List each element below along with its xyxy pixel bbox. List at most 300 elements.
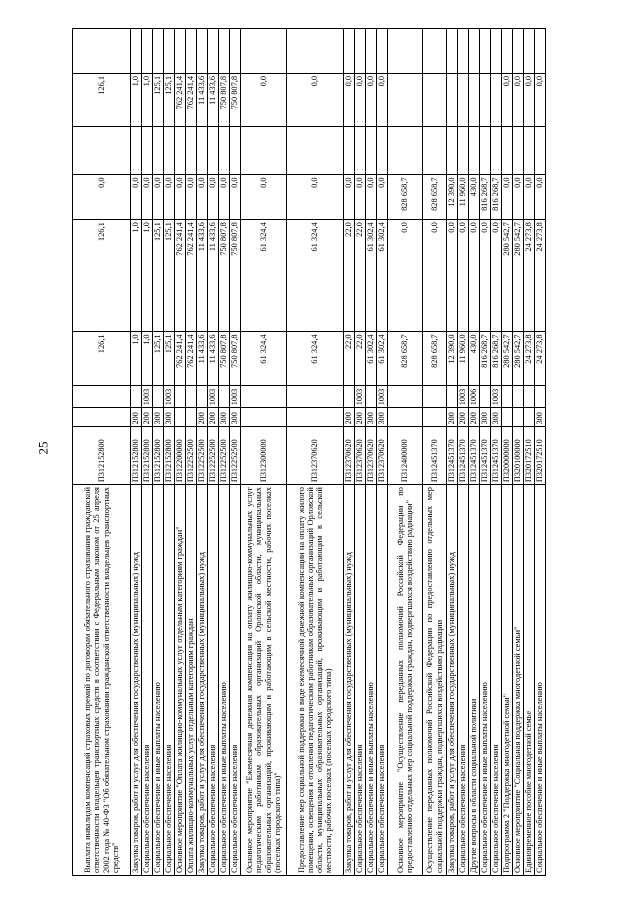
- row-name-cell: Социальное обеспечение населения: [458, 485, 469, 876]
- row-code-cell: П320000000: [502, 427, 513, 485]
- row-amount-cell: 1,0: [142, 220, 153, 332]
- row-code-cell: П312252500: [230, 427, 241, 485]
- table-row: [197, 29, 208, 876]
- row-type-cell: [388, 408, 423, 427]
- row-amount-cell: 125,1: [153, 73, 164, 126]
- row-name-cell: Закупка товаров, работ и услуг для обеспечения государственных (муниципальных) нужд: [344, 485, 355, 876]
- row-total-cell: 280 542,7: [502, 332, 513, 385]
- row-amount-cell: 816 268,7: [480, 175, 491, 220]
- row-total-cell: 126,1: [73, 332, 131, 385]
- row-total-cell: 750 807,8: [230, 332, 241, 385]
- row-amount-cell: 0,0: [469, 220, 480, 332]
- table-row: [230, 29, 241, 876]
- row-total-cell: 61 302,4: [366, 332, 377, 385]
- table-row: [447, 29, 458, 876]
- row-type-cell: [502, 408, 513, 427]
- row-name-cell: Социальное обеспечение населения: [164, 485, 175, 876]
- row-section-cell: [513, 385, 524, 407]
- row-total-cell: 828 658,7: [388, 332, 423, 385]
- row-total-cell: 12 390,0: [447, 332, 458, 385]
- row-spacer-cell: [142, 29, 153, 74]
- row-total-cell: 1,0: [131, 332, 142, 385]
- row-amount-cell: 0,0: [423, 220, 447, 332]
- table-row: [186, 29, 197, 876]
- row-spacer-cell: [197, 127, 208, 175]
- row-amount-cell: 0,0: [287, 73, 344, 126]
- row-amount-cell: 125,1: [153, 220, 164, 332]
- row-spacer-cell: [175, 29, 186, 74]
- row-code-cell: П312152800: [142, 427, 153, 485]
- row-amount-cell: 750 807,8: [219, 73, 230, 126]
- row-amount-cell: 0,0: [458, 220, 469, 332]
- row-total-cell: 24 273,8: [535, 332, 546, 385]
- table-row: [73, 29, 131, 876]
- row-code-cell: П312200000: [175, 427, 186, 485]
- row-name-cell: Закупка товаров, работ и услуг для обеспечения государственных (муниципальных) нужд: [447, 485, 458, 876]
- row-name-cell: Основное мероприятие "Оплата жилищно-коммунальных услуг отдельным категориям граждан": [175, 485, 186, 876]
- row-amount-cell: 828 658,7: [423, 175, 447, 220]
- row-spacer-cell: [186, 127, 197, 175]
- row-spacer-cell: [366, 127, 377, 175]
- row-spacer-cell: [535, 127, 546, 175]
- row-code-cell: П312152800: [164, 427, 175, 485]
- row-amount-cell: 0,0: [230, 175, 241, 220]
- row-code-cell: П312451370: [423, 427, 447, 485]
- row-amount-cell: 0,0: [197, 175, 208, 220]
- row-code-cell: П312152800: [153, 427, 164, 485]
- row-code-cell: П312252500: [219, 427, 230, 485]
- row-code-cell: П320172510: [535, 427, 546, 485]
- budget-table: [72, 28, 546, 876]
- row-amount-cell: 11 433,6: [197, 73, 208, 126]
- row-amount-cell: 1,0: [131, 73, 142, 126]
- row-amount-cell: 0,0: [366, 73, 377, 126]
- row-type-cell: 300: [480, 408, 491, 427]
- row-section-cell: [219, 385, 230, 407]
- row-spacer-cell: [491, 29, 502, 74]
- row-spacer-cell: [208, 29, 219, 74]
- table-row: [208, 29, 219, 876]
- row-amount-cell: 762 241,4: [186, 220, 197, 332]
- row-total-cell: 61 324,4: [241, 332, 287, 385]
- row-amount-cell: 0,0: [186, 175, 197, 220]
- row-amount-cell: 0,0: [355, 175, 366, 220]
- budget-table-container: [72, 28, 592, 876]
- row-name-cell: Социальное обеспечение и иные выплаты населению: [153, 485, 164, 876]
- row-amount-cell: 0,0: [153, 175, 164, 220]
- row-amount-cell: 0,0: [535, 73, 546, 126]
- table-row: [153, 29, 164, 876]
- row-name-cell: Закупка товаров, работ и услуг для обеспечения государственных (муниципальных) нужд: [197, 485, 208, 876]
- row-code-cell: П312451370: [480, 427, 491, 485]
- row-section-cell: [131, 385, 142, 407]
- row-spacer-cell: [535, 29, 546, 74]
- row-name-cell: Основное мероприятие "Осуществление переданных полномочий Российской Федерации по предоставлению отдельных мер социальной поддержки граждан, подвергшихся воздействию радиации": [388, 485, 423, 876]
- row-amount-cell: 0,0: [219, 175, 230, 220]
- row-name-cell: Социальное обеспечение населения: [355, 485, 366, 876]
- row-code-cell: П312370620: [287, 427, 344, 485]
- row-amount-cell: 762 241,4: [175, 73, 186, 126]
- row-type-cell: [73, 408, 131, 427]
- row-spacer-cell: [175, 127, 186, 175]
- row-spacer-cell: [355, 127, 366, 175]
- row-spacer-cell: [524, 127, 535, 175]
- row-spacer-cell: [480, 127, 491, 175]
- table-row: [219, 29, 230, 876]
- row-type-cell: 200: [142, 408, 153, 427]
- row-type-cell: 300: [491, 408, 502, 427]
- table-body: [73, 29, 546, 876]
- row-spacer-cell: [502, 29, 513, 74]
- row-amount-cell: 0,0: [131, 175, 142, 220]
- row-spacer-cell: [219, 127, 230, 175]
- row-amount-cell: 0,0: [344, 73, 355, 126]
- row-spacer-cell: [502, 127, 513, 175]
- row-amount-cell: 61 324,4: [287, 220, 344, 332]
- row-total-cell: 22,0: [344, 332, 355, 385]
- row-spacer-cell: [344, 29, 355, 74]
- row-section-cell: 1003: [208, 385, 219, 407]
- row-total-cell: 11 433,6: [208, 332, 219, 385]
- row-section-cell: 1003: [230, 385, 241, 407]
- row-spacer-cell: [423, 29, 447, 74]
- row-type-cell: 200: [197, 408, 208, 427]
- row-spacer-cell: [131, 29, 142, 74]
- row-type-cell: [175, 408, 186, 427]
- table-row: [480, 29, 491, 876]
- row-spacer-cell: [230, 29, 241, 74]
- row-section-cell: 1003: [458, 385, 469, 407]
- row-amount-cell: 126,1: [73, 73, 131, 126]
- row-spacer-cell: [377, 29, 388, 74]
- row-type-cell: 300: [153, 408, 164, 427]
- table-row: [377, 29, 388, 876]
- row-spacer-cell: [73, 127, 131, 175]
- row-amount-cell: [388, 73, 423, 126]
- row-amount-cell: 0,0: [388, 220, 423, 332]
- table-row: [344, 29, 355, 876]
- table-row: [458, 29, 469, 876]
- row-spacer-cell: [208, 127, 219, 175]
- row-section-cell: [197, 385, 208, 407]
- row-spacer-cell: [458, 127, 469, 175]
- row-type-cell: [287, 408, 344, 427]
- table-row: [142, 29, 153, 876]
- row-type-cell: 300: [535, 408, 546, 427]
- row-spacer-cell: [366, 29, 377, 74]
- row-spacer-cell: [344, 127, 355, 175]
- row-amount-cell: 24 273,8: [535, 220, 546, 332]
- row-amount-cell: 828 658,7: [388, 175, 423, 220]
- row-amount-cell: 11 433,6: [208, 220, 219, 332]
- row-spacer-cell: [241, 29, 287, 74]
- row-amount-cell: 0,0: [175, 175, 186, 220]
- table-row: [535, 29, 546, 876]
- row-section-cell: [423, 385, 447, 407]
- table-row: [423, 29, 447, 876]
- row-code-cell: П312152800: [131, 427, 142, 485]
- row-code-cell: П312252500: [186, 427, 197, 485]
- row-name-cell: Социальное обеспечение населения: [377, 485, 388, 876]
- row-spacer-cell: [513, 29, 524, 74]
- row-spacer-cell: [491, 127, 502, 175]
- row-amount-cell: 22,0: [355, 220, 366, 332]
- row-total-cell: 1,0: [142, 332, 153, 385]
- row-section-cell: [447, 385, 458, 407]
- row-spacer-cell: [377, 127, 388, 175]
- row-name-cell: Социальное обеспечение населения: [142, 485, 153, 876]
- row-spacer-cell: [241, 127, 287, 175]
- row-section-cell: [524, 385, 535, 407]
- row-type-cell: 200: [344, 408, 355, 427]
- table-row: [287, 29, 344, 876]
- row-spacer-cell: [230, 127, 241, 175]
- row-amount-cell: 125,1: [164, 73, 175, 126]
- row-type-cell: [524, 408, 535, 427]
- row-section-cell: 1003: [491, 385, 502, 407]
- row-section-cell: [535, 385, 546, 407]
- row-name-cell: Единовременное пособие многодетной семье: [524, 485, 535, 876]
- row-spacer-cell: [355, 29, 366, 74]
- row-section-cell: [366, 385, 377, 407]
- row-amount-cell: 0,0: [502, 175, 513, 220]
- row-spacer-cell: [524, 29, 535, 74]
- row-total-cell: 816 268,7: [480, 332, 491, 385]
- row-type-cell: 200: [131, 408, 142, 427]
- row-name-cell: Социальное обеспечение и иные выплаты населению: [480, 485, 491, 876]
- table-row: [355, 29, 366, 876]
- row-section-cell: [186, 385, 197, 407]
- row-spacer-cell: [388, 127, 423, 175]
- row-type-cell: [241, 408, 287, 427]
- row-amount-cell: [423, 73, 447, 126]
- row-type-cell: [186, 408, 197, 427]
- row-total-cell: 125,1: [153, 332, 164, 385]
- row-section-cell: 1006: [469, 385, 480, 407]
- row-name-cell: Подпрограмма 2 "Поддержка многодетной семьи": [502, 485, 513, 876]
- row-total-cell: 762 241,4: [186, 332, 197, 385]
- table-row: [241, 29, 287, 876]
- row-amount-cell: 11 433,6: [208, 73, 219, 126]
- row-amount-cell: 11 960,0: [458, 175, 469, 220]
- row-amount-cell: 12 390,0: [447, 175, 458, 220]
- row-type-cell: 300: [366, 408, 377, 427]
- row-amount-cell: 126,1: [73, 220, 131, 332]
- row-total-cell: 828 658,7: [423, 332, 447, 385]
- row-code-cell: П312252500: [208, 427, 219, 485]
- row-section-cell: [241, 385, 287, 407]
- row-section-cell: [388, 385, 423, 407]
- row-spacer-cell: [219, 29, 230, 74]
- row-amount-cell: 0,0: [241, 73, 287, 126]
- row-amount-cell: 61 324,4: [241, 220, 287, 332]
- row-total-cell: 430,0: [469, 332, 480, 385]
- row-type-cell: 200: [355, 408, 366, 427]
- row-spacer-cell: [186, 29, 197, 74]
- row-code-cell: П312300000: [241, 427, 287, 485]
- row-amount-cell: 280 542,7: [513, 220, 524, 332]
- row-code-cell: П312252500: [197, 427, 208, 485]
- row-name-cell: Социальное обеспечение и иные выплаты населению: [219, 485, 230, 876]
- row-spacer-cell: [458, 29, 469, 74]
- row-type-cell: 300: [219, 408, 230, 427]
- row-spacer-cell: [388, 29, 423, 74]
- row-name-cell: Выплата инвалидам компенсаций страховых премий по договорам обязательного страхования гражданской ответственности владельцев транспортных средств в соответствии с Федеральным законом от 25 апреля 2002 года № 40-ФЗ "Об обязательном страховании гражданской ответственности владельцев транспортных средств": [73, 485, 131, 876]
- row-amount-cell: 125,1: [164, 220, 175, 332]
- row-section-cell: 1003: [142, 385, 153, 407]
- row-amount-cell: [447, 73, 458, 126]
- row-amount-cell: 0,0: [524, 175, 535, 220]
- row-amount-cell: 762 241,4: [175, 220, 186, 332]
- row-amount-cell: 0,0: [513, 73, 524, 126]
- row-name-cell: Оплата жилищно-коммунальных услуг отдельным категориям граждан: [186, 485, 197, 876]
- row-total-cell: 22,0: [355, 332, 366, 385]
- row-spacer-cell: [164, 29, 175, 74]
- row-amount-cell: 0,0: [355, 73, 366, 126]
- row-spacer-cell: [153, 127, 164, 175]
- row-spacer-cell: [287, 127, 344, 175]
- row-section-cell: [480, 385, 491, 407]
- table-row: [502, 29, 513, 876]
- row-amount-cell: 24 273,8: [524, 220, 535, 332]
- row-type-cell: 200: [469, 408, 480, 427]
- row-amount-cell: 0,0: [208, 175, 219, 220]
- row-amount-cell: 0,0: [502, 73, 513, 126]
- table-row: [469, 29, 480, 876]
- row-spacer-cell: [73, 29, 131, 74]
- row-spacer-cell: [423, 127, 447, 175]
- row-name-cell: Закупка товаров, работ и услуг для обеспечения государственных (муниципальных) нужд: [131, 485, 142, 876]
- row-spacer-cell: [142, 127, 153, 175]
- row-total-cell: 11 960,0: [458, 332, 469, 385]
- row-code-cell: П312451370: [469, 427, 480, 485]
- row-total-cell: 762 241,4: [175, 332, 186, 385]
- row-amount-cell: 280 542,7: [502, 220, 513, 332]
- table-row: [388, 29, 423, 876]
- row-total-cell: 816 268,7: [491, 332, 502, 385]
- row-total-cell: 61 324,4: [287, 332, 344, 385]
- row-amount-cell: [480, 73, 491, 126]
- row-spacer-cell: [164, 127, 175, 175]
- row-amount-cell: 0,0: [480, 220, 491, 332]
- row-amount-cell: 0,0: [366, 175, 377, 220]
- row-name-cell: Социальное обеспечение населения: [230, 485, 241, 876]
- row-amount-cell: 61 302,4: [377, 220, 388, 332]
- row-amount-cell: [469, 73, 480, 126]
- row-amount-cell: 0,0: [377, 175, 388, 220]
- row-amount-cell: 0,0: [287, 175, 344, 220]
- row-code-cell: П320172510: [524, 427, 535, 485]
- row-code-cell: П312370620: [355, 427, 366, 485]
- table-row: [524, 29, 535, 876]
- row-name-cell: Другие вопросы в области социальной политики: [469, 485, 480, 876]
- row-amount-cell: 750 807,8: [219, 220, 230, 332]
- row-amount-cell: 762 241,4: [186, 73, 197, 126]
- table-row: [491, 29, 502, 876]
- row-type-cell: 300: [164, 408, 175, 427]
- row-amount-cell: 22,0: [344, 220, 355, 332]
- row-code-cell: П312451370: [458, 427, 469, 485]
- row-section-cell: 1003: [355, 385, 366, 407]
- row-type-cell: 200: [208, 408, 219, 427]
- row-amount-cell: 0,0: [491, 220, 502, 332]
- row-name-cell: Осуществление переданных полномочий Российской Федерации по предоставлению отдельных мер социальной поддержки граждан, подвергшихся воздействию радиации: [423, 485, 447, 876]
- row-name-cell: Основное мероприятие "Ежемесячная денежная компенсация на оплату жилищно-коммунальных услуг педагогическим работникам образовательных организаций Орловской области, муниципальных образовательных организаций, проживающим и работающим в сельской местности, рабочих поселках (поселках городского типа)": [241, 485, 287, 876]
- row-amount-cell: 61 302,4: [366, 220, 377, 332]
- row-spacer-cell: [131, 127, 142, 175]
- row-spacer-cell: [287, 29, 344, 74]
- row-spacer-cell: [197, 29, 208, 74]
- row-type-cell: 300: [230, 408, 241, 427]
- row-type-cell: [423, 408, 447, 427]
- row-section-cell: [153, 385, 164, 407]
- row-amount-cell: 0,0: [73, 175, 131, 220]
- row-code-cell: П312400000: [388, 427, 423, 485]
- row-amount-cell: 0,0: [513, 175, 524, 220]
- row-amount-cell: [491, 73, 502, 126]
- row-spacer-cell: [469, 127, 480, 175]
- row-code-cell: П320100000: [513, 427, 524, 485]
- row-amount-cell: 11 433,6: [197, 220, 208, 332]
- row-amount-cell: 0,0: [241, 175, 287, 220]
- row-amount-cell: 0,0: [142, 175, 153, 220]
- row-amount-cell: 1,0: [131, 220, 142, 332]
- row-amount-cell: 430,0: [469, 175, 480, 220]
- row-total-cell: 280 542,7: [513, 332, 524, 385]
- row-section-cell: [344, 385, 355, 407]
- table-row: [131, 29, 142, 876]
- row-code-cell: П312370620: [344, 427, 355, 485]
- row-amount-cell: 816 268,7: [491, 175, 502, 220]
- page-number: 25: [35, 441, 51, 455]
- row-amount-cell: 0,0: [164, 175, 175, 220]
- row-code-cell: П312451370: [491, 427, 502, 485]
- row-section-cell: [175, 385, 186, 407]
- row-name-cell: Социальное обеспечение и иные выплаты населению: [535, 485, 546, 876]
- row-section-cell: 1003: [164, 385, 175, 407]
- row-spacer-cell: [447, 29, 458, 74]
- row-total-cell: 61 302,4: [377, 332, 388, 385]
- row-amount-cell: 750 807,8: [230, 73, 241, 126]
- row-total-cell: 750 807,8: [219, 332, 230, 385]
- row-amount-cell: 0,0: [524, 73, 535, 126]
- table-row: [164, 29, 175, 876]
- row-amount-cell: 1,0: [142, 73, 153, 126]
- row-section-cell: 1003: [377, 385, 388, 407]
- row-code-cell: П312451370: [447, 427, 458, 485]
- row-name-cell: Социальное обеспечение и иные выплаты населению: [366, 485, 377, 876]
- row-name-cell: Социальное обеспечение населения: [208, 485, 219, 876]
- row-spacer-cell: [469, 29, 480, 74]
- row-spacer-cell: [447, 127, 458, 175]
- row-section-cell: [287, 385, 344, 407]
- row-type-cell: 200: [447, 408, 458, 427]
- row-type-cell: [513, 408, 524, 427]
- row-type-cell: 200: [458, 408, 469, 427]
- row-total-cell: 24 273,8: [524, 332, 535, 385]
- table-row: [513, 29, 524, 876]
- row-amount-cell: 0,0: [447, 220, 458, 332]
- row-name-cell: Социальное обеспечение населения: [491, 485, 502, 876]
- row-section-cell: [73, 385, 131, 407]
- row-type-cell: 300: [377, 408, 388, 427]
- row-amount-cell: 0,0: [344, 175, 355, 220]
- row-total-cell: 11 433,6: [197, 332, 208, 385]
- row-spacer-cell: [480, 29, 491, 74]
- table-row: [366, 29, 377, 876]
- row-name-cell: Основное мероприятие "Социальная поддержка многодетной семьи": [513, 485, 524, 876]
- row-amount-cell: 0,0: [377, 73, 388, 126]
